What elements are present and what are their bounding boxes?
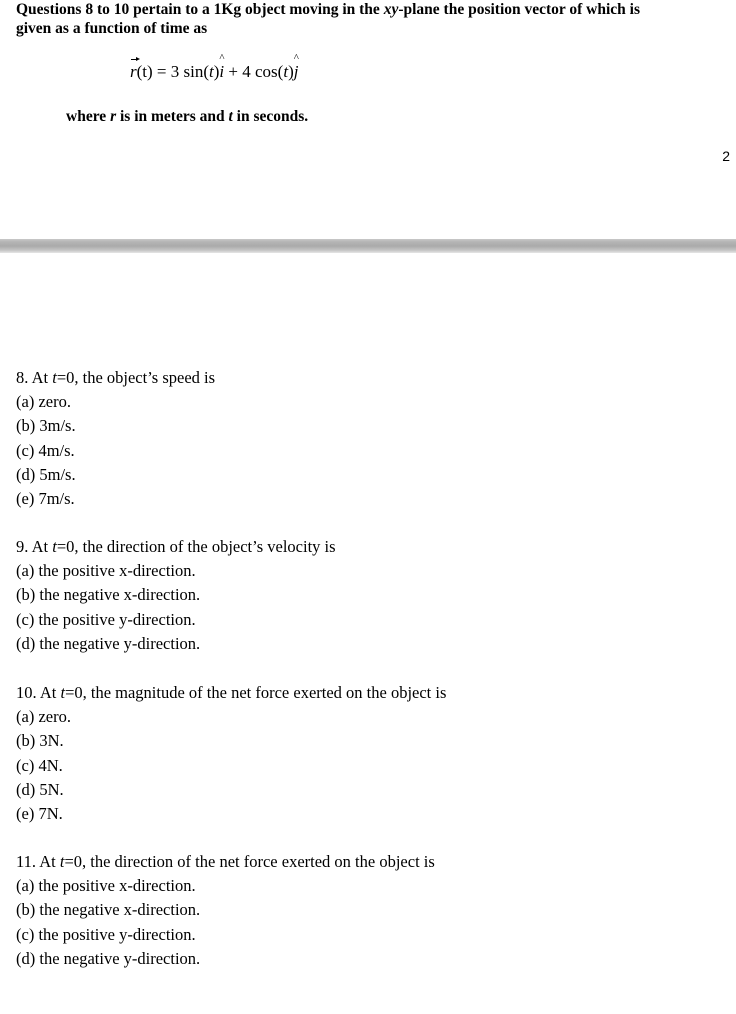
option-a: (a) zero. [16,392,71,412]
question-stem: 9. At t=0, the direction of the object’s velocity is [16,537,336,556]
option-a: (a) the positive x-direction. [16,876,196,896]
option-c: (c) the positive y-direction. [16,924,196,944]
option-b: (b) the negative x-direction. [16,585,201,605]
intro-text: Questions 8 to 10 pertain to a 1Kg object moving in the xy-plane the position vector of which is given as a function of time as [16,1,641,37]
question-stem: 8. At t=0, the object’s speed is [16,368,216,387]
position-equation: r(t) = 3 sin(t)^ i + 4 cos(t)^ j [130,62,298,82]
question-11 [16,850,435,971]
option-a: (a) zero. [16,707,71,727]
question-9 [16,535,336,656]
option-c: (c) 4m/s. [16,440,75,460]
page-separator [0,239,736,253]
option-d: (d) the negative y-direction. [16,948,201,968]
option-b: (b) 3N. [16,731,64,751]
option-e: (e) 7N. [16,804,63,824]
option-c: (c) the positive y-direction. [16,609,196,629]
option-b: (b) 3m/s. [16,416,76,436]
question-10 [16,681,446,826]
page-number: 2 [722,148,730,164]
option-c: (c) 4N. [16,755,63,775]
question-8 [16,366,215,511]
option-b: (b) the negative x-direction. [16,900,201,920]
units-note: where r is in meters and t in seconds. [66,108,309,125]
option-e: (e) 7m/s. [16,489,75,509]
option-d: (d) 5N. [16,779,64,799]
option-a: (a) the positive x-direction. [16,561,196,581]
question-stem: 11. At t=0, the direction of the net force exerted on the object is [16,852,435,871]
option-d: (d) the negative y-direction. [16,633,201,653]
question-stem: 10. At t=0, the magnitude of the net force exerted on the object is [16,683,447,702]
option-d: (d) 5m/s. [16,464,76,484]
